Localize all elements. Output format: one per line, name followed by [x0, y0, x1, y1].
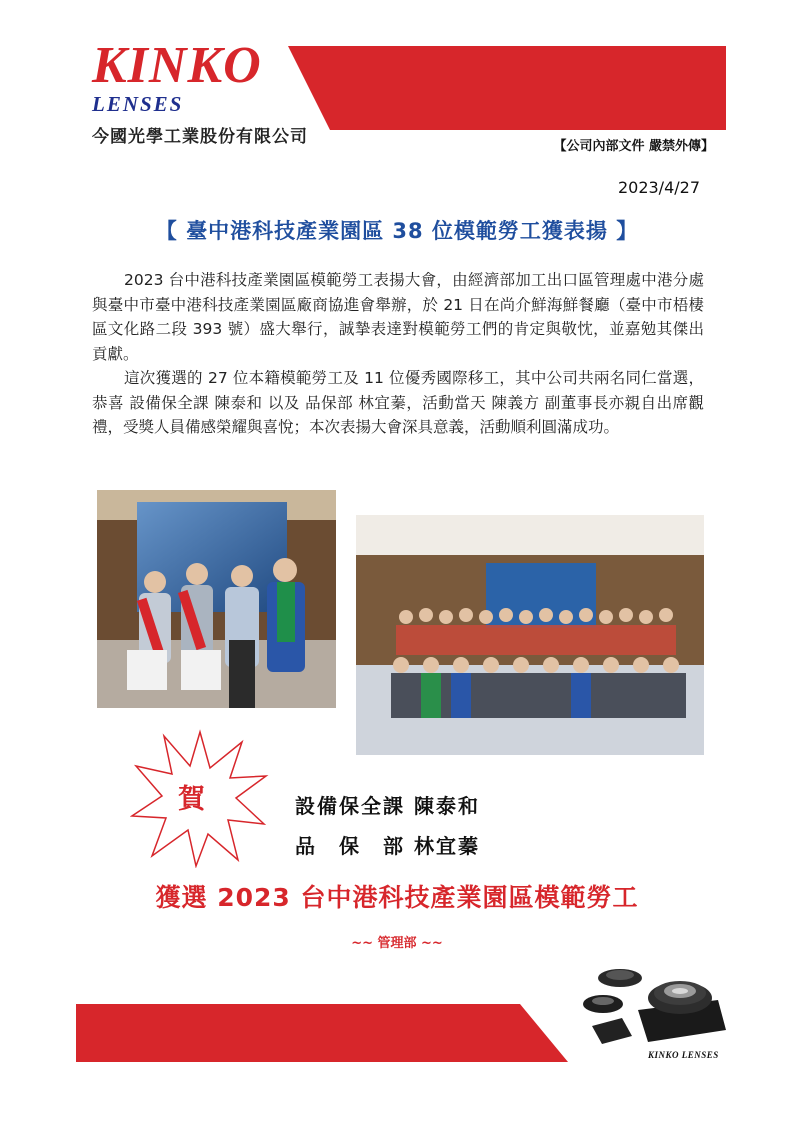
- award-photo-ceremony: [356, 515, 704, 755]
- lenses-logo: LENSES: [92, 92, 184, 116]
- paragraph-1: 2023 台中港科技產業園區模範勞工表揚大會，由經濟部加工出口區管理處中港分處與臺中市臺中港科技產業園區廠商協進會舉辦，於 21 日在尚介鮮海鮮餐廳（臺中市梧棲區文化路二段 393 號）盛大舉行，誠摯表達對模範勞工們的肯定與敬忱，並嘉勉其傑出貢獻。: [92, 271, 704, 363]
- award-photo-group: [97, 490, 336, 708]
- honoree-1: 設備保全課 陳泰和: [295, 794, 480, 818]
- lens-caption: KINKO LENSES: [648, 1050, 719, 1060]
- lens-product-image: [578, 960, 728, 1050]
- confidential-notice: 【公司內部文件 嚴禁外傳】: [553, 139, 714, 154]
- company-name: 今國光學工業股份有限公司: [92, 127, 308, 147]
- paragraph-2: 這次獲選的 27 位本籍模範勞工及 11 位優秀國際移工，其中公司共兩名同仁當選，恭喜 設備保全課 陳泰和 以及 品保部 林宜蓁，活動當天 陳義方 副董事長亦親自出席觀禮，受獎人員備感榮耀與喜悅；本次表揚大會深具意義，活動順利圓滿成功。: [92, 369, 704, 436]
- award-title: 獲選 2023 台中港科技產業園區模範勞工: [155, 883, 639, 912]
- signoff: ~~ 管理部 ~~: [351, 936, 443, 951]
- article-body: [92, 268, 704, 440]
- congrats-character: 賀: [178, 784, 205, 815]
- kinko-logo: KINKO: [92, 37, 262, 94]
- headline: 【 臺中港科技產業園區 38 位模範勞工獲表揚 】: [155, 219, 639, 243]
- honoree-2: 品 保 部 林宜蓁: [295, 834, 480, 858]
- document-date: 2023/4/27: [617, 178, 700, 197]
